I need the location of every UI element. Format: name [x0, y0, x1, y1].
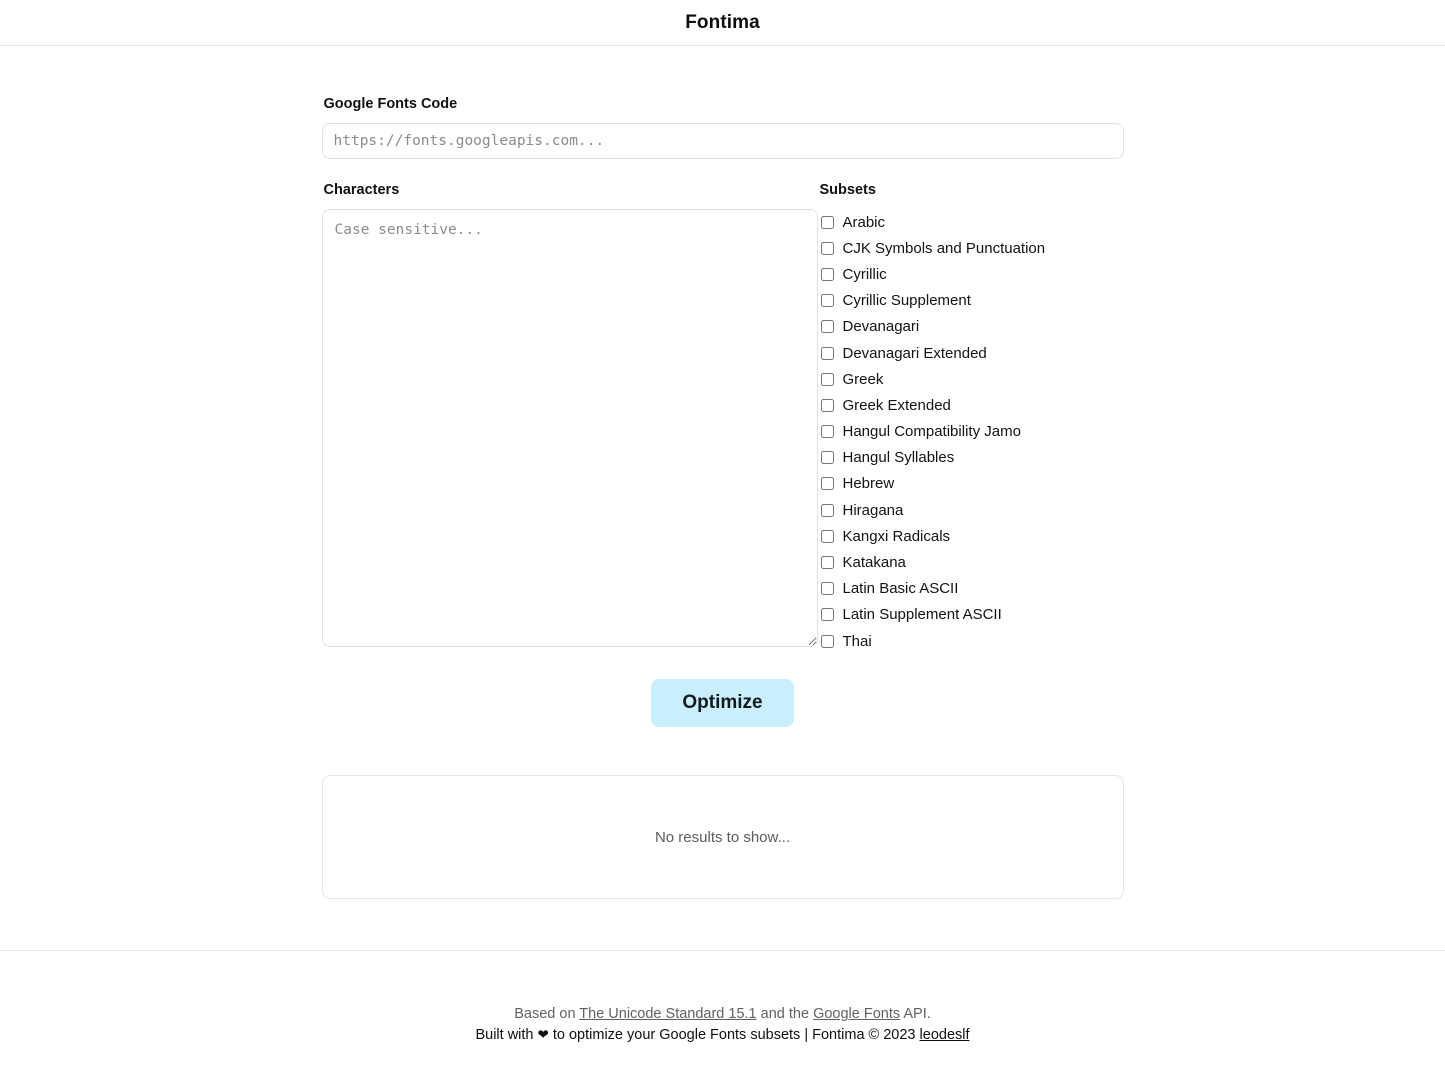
subset-checkbox[interactable] [821, 373, 834, 386]
characters-column [322, 182, 818, 647]
subset-item[interactable] [818, 314, 1124, 340]
footer-built-with-text: Built with [475, 1026, 538, 1043]
subset-item[interactable] [818, 523, 1124, 549]
subset-item[interactable] [818, 576, 1124, 602]
subset-item[interactable] [818, 602, 1124, 628]
google-fonts-link[interactable]: Google Fonts [813, 1006, 901, 1022]
subset-item-label: Hebrew [842, 475, 895, 493]
subset-item-label: Latin Basic ASCII [842, 580, 959, 598]
subset-item-label: Devanagari [842, 318, 920, 336]
subset-checkbox[interactable] [821, 320, 834, 333]
footer-credits-line [0, 1025, 1445, 1046]
subset-checkbox[interactable] [821, 399, 834, 412]
google-fonts-code-input[interactable] [322, 123, 1124, 159]
subset-checkbox[interactable] [821, 582, 834, 595]
subset-checkbox[interactable] [821, 530, 834, 543]
unicode-standard-link[interactable]: The Unicode Standard 15.1 [579, 1006, 757, 1022]
subset-item[interactable] [818, 235, 1124, 261]
subset-checkbox[interactable] [821, 268, 834, 281]
subset-checkbox[interactable] [821, 477, 834, 490]
google-fonts-code-label: Google Fonts Code [323, 96, 458, 112]
subset-checkbox[interactable] [821, 294, 834, 307]
optimize-button-wrap [322, 679, 1124, 727]
subset-item[interactable] [818, 628, 1124, 654]
characters-textarea[interactable] [322, 209, 818, 647]
subset-item[interactable] [818, 419, 1124, 445]
optimize-button[interactable]: Optimize [651, 679, 793, 727]
subset-checkbox[interactable] [821, 608, 834, 621]
subset-item[interactable] [818, 445, 1124, 471]
results-panel [322, 775, 1124, 899]
main-content [322, 46, 1124, 899]
subset-item[interactable] [818, 288, 1124, 314]
subset-checkbox[interactable] [821, 216, 834, 229]
subset-item[interactable] [818, 366, 1124, 392]
author-link[interactable]: leodeslf [919, 1026, 970, 1043]
subset-item[interactable] [818, 392, 1124, 418]
subset-item-label: Thai [842, 632, 872, 650]
footer-attribution-line [0, 1004, 1445, 1025]
subsets-label: Subsets [819, 182, 876, 198]
subset-item-label: Latin Supplement ASCII [842, 606, 1002, 624]
subset-item-label: Devanagari Extended [842, 344, 987, 362]
app-header [0, 0, 1445, 46]
subset-checkbox[interactable] [821, 451, 834, 464]
footer-text-suffix: API. [900, 1006, 931, 1022]
footer-text-middle: and the [756, 1006, 814, 1022]
app-footer [0, 950, 1445, 1045]
subset-item-label: Greek Extended [842, 396, 951, 414]
subset-item[interactable] [818, 497, 1124, 523]
subset-item-label: Hiragana [842, 501, 904, 519]
subset-item-label: Katakana [842, 554, 906, 572]
subset-item[interactable] [818, 261, 1124, 287]
subset-checkbox[interactable] [821, 425, 834, 438]
subset-item-label: CJK Symbols and Punctuation [842, 239, 1046, 257]
subset-item-label: Hangul Syllables [842, 449, 955, 467]
subset-checkbox[interactable] [821, 635, 834, 648]
subset-item[interactable] [818, 549, 1124, 575]
heart-icon: ❤ [537, 1026, 549, 1042]
footer-text-prefix: Based on [514, 1006, 580, 1022]
characters-and-subsets-row [322, 182, 1124, 654]
subset-item-label: Cyrillic [842, 265, 887, 283]
subset-item-label: Hangul Compatibility Jamo [842, 423, 1021, 441]
subset-item[interactable] [818, 209, 1124, 235]
subset-item-label: Kangxi Radicals [842, 527, 951, 545]
subset-checkbox[interactable] [821, 504, 834, 517]
subset-item[interactable] [818, 340, 1124, 366]
results-empty-message: No results to show... [654, 828, 791, 846]
subset-checkbox[interactable] [821, 347, 834, 360]
subset-item-label: Cyrillic Supplement [842, 292, 971, 310]
subset-checkbox[interactable] [821, 556, 834, 569]
footer-credits-text: to optimize your Google Fonts subsets | Fontima © 2023 [548, 1026, 920, 1043]
subset-item-label: Greek [842, 370, 884, 388]
characters-label: Characters [323, 182, 400, 198]
subsets-column [818, 182, 1124, 654]
subset-item-label: Arabic [842, 213, 886, 231]
subsets-list [818, 209, 1124, 654]
subset-item[interactable] [818, 471, 1124, 497]
subset-checkbox[interactable] [821, 242, 834, 255]
page-title: Fontima [685, 11, 760, 33]
